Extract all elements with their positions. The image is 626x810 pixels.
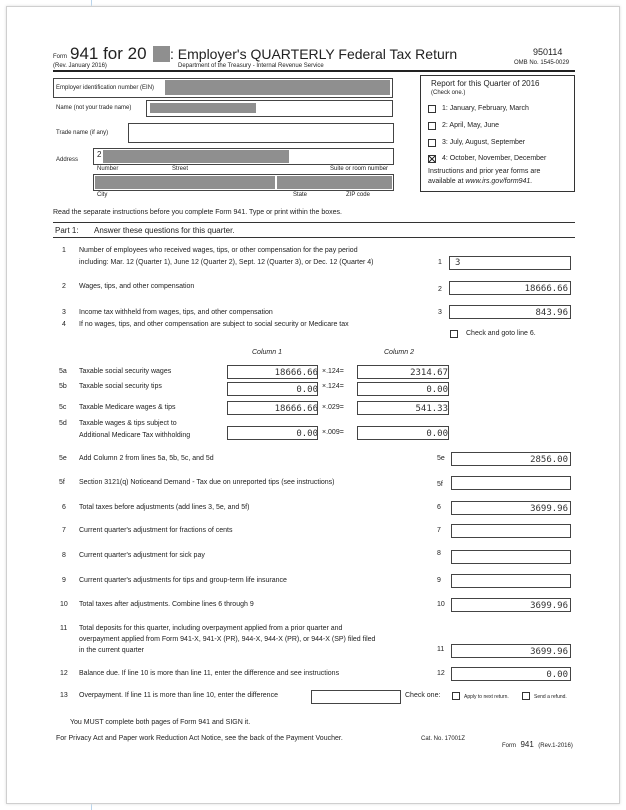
line7-ref: 7 bbox=[437, 527, 441, 534]
part1-label: Part 1: bbox=[55, 226, 79, 235]
line5d-col1-value: 0.00 bbox=[296, 429, 318, 439]
line5c-col2-value: 541.33 bbox=[415, 404, 448, 414]
line2-value: 18666.66 bbox=[524, 284, 568, 294]
line5d-col2-value: 0.00 bbox=[426, 429, 448, 439]
line1-text-a: Number of employees who received wages, tips, or other compensation for the pay period bbox=[79, 247, 358, 254]
line5f-text: Section 3121(q) Noticeand Demand - Tax due on unreported tips (see instructions) bbox=[79, 479, 335, 486]
department-label: Department of the Treasury - Internal Revenue Service bbox=[178, 63, 324, 69]
line5c-col1-value: 18666.66 bbox=[274, 404, 318, 414]
catalog-number: Cat. No. 17001Z bbox=[421, 736, 466, 742]
line5c-number: 5c bbox=[59, 404, 67, 411]
part1-bottom-rule bbox=[53, 237, 575, 238]
line5c-rate: ×.029= bbox=[322, 404, 344, 411]
footer-form-prefix: Form bbox=[502, 743, 516, 749]
address-number: 2 bbox=[97, 150, 102, 159]
line4-number: 4 bbox=[62, 321, 66, 328]
line10-number: 10 bbox=[60, 601, 68, 608]
street-label: Street bbox=[172, 166, 189, 172]
line5a-rate: ×.124= bbox=[322, 368, 344, 375]
line9-ref: 9 bbox=[437, 577, 441, 584]
column2-header: Column 2 bbox=[384, 349, 414, 356]
line5f-ref: 5f bbox=[437, 481, 443, 488]
privacy-notice: For Privacy Act and Paper work Reduction Act Notice, see the back of the Payment Voucher. bbox=[56, 735, 343, 742]
trade-name-label: Trade name (if any) bbox=[56, 130, 109, 136]
apply-next-return-label: Apply to next return. bbox=[464, 694, 509, 700]
footer-form-id bbox=[502, 734, 573, 752]
line5b-rate: ×.124= bbox=[322, 383, 344, 390]
line5e-text: Add Column 2 from lines 5a, 5b, 5c, and 5d bbox=[79, 455, 214, 462]
trade-name-field[interactable] bbox=[128, 123, 394, 143]
line5e-ref: 5e bbox=[437, 455, 445, 462]
quarter-2-checkbox[interactable] bbox=[428, 122, 436, 130]
line1-text-b: including: Mar. 12 (Quarter 1), June 12 (Quarter 2), Sept. 12 (Quarter 3), or Dec. 12 (Quarter 4) bbox=[79, 259, 374, 266]
line5a-col2-value: 2314.67 bbox=[410, 368, 448, 378]
line1-ref: 1 bbox=[438, 259, 442, 266]
line9-field[interactable] bbox=[451, 574, 571, 588]
line12-number: 12 bbox=[60, 670, 68, 677]
line11-text-b: overpayment applied from Form 941-X, 941-X (PR), 944-X, 944-X (PR), or 944-X (SP) filed filed bbox=[79, 636, 376, 643]
quarter-1-checkbox[interactable] bbox=[428, 105, 436, 113]
column1-header: Column 1 bbox=[252, 349, 282, 356]
line6-value: 3699.96 bbox=[530, 504, 568, 514]
line9-text: Current quarter's adjustments for tips and group-term life insurance bbox=[79, 577, 287, 584]
redacted-name bbox=[150, 103, 256, 113]
quarter-4-checkbox[interactable] bbox=[428, 155, 436, 163]
line4-checkbox[interactable] bbox=[450, 330, 458, 338]
omb-number: OMB No. 1545-0029 bbox=[514, 60, 570, 66]
line4-text: If no wages, tips, and other compensation are subject to social security or Medicare tax bbox=[79, 321, 349, 328]
name-label: Name (not your trade name) bbox=[56, 105, 132, 111]
quarter-box-title: Report for this Quarter of 2016 bbox=[431, 79, 540, 88]
line5e-number: 5e bbox=[59, 455, 67, 462]
line11-text-c: in the current quarter bbox=[79, 647, 144, 654]
quarter-2-label: 2: April, May, June bbox=[442, 122, 500, 129]
quarter-note-prefix: available at bbox=[428, 178, 466, 185]
line12-text: Balance due. If line 10 is more than line 11, enter the difference and see instructions bbox=[79, 670, 340, 677]
quarter-box-subtitle: (Check one.) bbox=[431, 90, 466, 96]
revision-date: (Rev. January 2016) bbox=[53, 63, 107, 69]
address-label: Address bbox=[56, 157, 79, 163]
line1-value: 3 bbox=[455, 258, 461, 268]
line5f-field[interactable] bbox=[451, 476, 571, 490]
ein-label: Employer identification number (EIN) bbox=[56, 85, 155, 91]
header-rule bbox=[53, 70, 575, 72]
line10-ref: 10 bbox=[437, 601, 445, 608]
apply-next-return-checkbox[interactable] bbox=[452, 692, 460, 700]
line5c-text: Taxable Medicare wages & tips bbox=[79, 404, 176, 411]
number-label: Number bbox=[97, 166, 119, 172]
line13-text: Overpayment. If line 11 is more than line 10, enter the difference bbox=[79, 692, 278, 699]
line5e-value: 2856.00 bbox=[530, 455, 568, 465]
line5d-text-b: Additional Medicare Tax withholding bbox=[79, 432, 191, 439]
line8-field[interactable] bbox=[451, 550, 571, 564]
sign-note: You MUST complete both pages of Form 941 and SIGN it. bbox=[70, 719, 251, 726]
line12-value: 0.00 bbox=[546, 670, 568, 680]
checkmark-x-icon bbox=[429, 156, 435, 162]
line9-number: 9 bbox=[62, 577, 66, 584]
city-label: City bbox=[97, 192, 108, 198]
line3-text: Income tax withheld from wages, tips, and other compensation bbox=[79, 309, 273, 316]
quarter-note-line1: Instructions and prior year forms are bbox=[428, 168, 541, 175]
line13-check-label: Check one: bbox=[405, 692, 441, 699]
line11-ref: 11 bbox=[437, 646, 445, 653]
line11-number: 11 bbox=[60, 625, 68, 632]
line5a-col1-value: 18666.66 bbox=[274, 368, 318, 378]
line6-text: Total taxes before adjustments (add lines 3, 5e, and 5f) bbox=[79, 504, 250, 511]
form-code: 950114 bbox=[533, 47, 563, 57]
zip-label: ZIP code bbox=[346, 192, 370, 198]
footer-form-number: 941 bbox=[520, 740, 534, 749]
redacted-ein bbox=[165, 80, 390, 95]
line5b-text: Taxable social security tips bbox=[79, 383, 162, 390]
quarter-note-line2 bbox=[428, 178, 532, 185]
redacted-city bbox=[95, 176, 275, 189]
line2-text: Wages, tips, and other compensation bbox=[79, 283, 195, 290]
line8-ref: 8 bbox=[437, 550, 441, 557]
line5a-text: Taxable social security wages bbox=[79, 368, 172, 375]
line13-field[interactable] bbox=[311, 690, 401, 704]
irs-forms-link[interactable]: www.irs.gov/form941. bbox=[465, 178, 533, 185]
quarter-3-label: 3: July, August, September bbox=[442, 139, 526, 146]
line4-check-label: Check and goto line 6. bbox=[466, 330, 536, 337]
line5d-number: 5d bbox=[59, 420, 67, 427]
send-refund-label: Send a refund. bbox=[534, 694, 567, 700]
line8-text: Current quarter's adjustment for sick pay bbox=[79, 552, 205, 559]
line7-text: Current quarter's adjustment for fractions of cents bbox=[79, 527, 233, 534]
send-refund-checkbox[interactable] bbox=[522, 692, 530, 700]
line7-number: 7 bbox=[62, 527, 66, 534]
line11-text-a: Total deposits for this quarter, including overpayment applied from a prior quarter and bbox=[79, 625, 343, 632]
line7-field[interactable] bbox=[451, 524, 571, 538]
footer-form-revision: (Rev.1-2016) bbox=[538, 743, 573, 749]
line6-ref: 6 bbox=[437, 504, 441, 511]
suite-label: Suite or room number bbox=[330, 166, 389, 172]
line5d-text-a: Taxable wages & tips subject to bbox=[79, 420, 177, 427]
state-label: State bbox=[293, 192, 308, 198]
form-label: Form bbox=[53, 54, 67, 60]
quarter-1-label: 1: January, February, March bbox=[442, 105, 529, 112]
line5f-number: 5f bbox=[59, 479, 65, 486]
line5b-col1-value: 0.00 bbox=[296, 385, 318, 395]
line1-number: 1 bbox=[62, 247, 66, 254]
line2-ref: 2 bbox=[438, 286, 442, 293]
instructions-text: Read the separate instructions before you complete Form 941. Type or print within the boxes. bbox=[53, 209, 342, 216]
line13-number: 13 bbox=[60, 692, 68, 699]
line5a-number: 5a bbox=[59, 368, 67, 375]
line3-number: 3 bbox=[62, 309, 66, 316]
redacted-year bbox=[153, 46, 170, 62]
return-title: : Employer's QUARTERLY Federal Tax Return bbox=[170, 46, 458, 62]
line10-text: Total taxes after adjustments. Combine lines 6 through 9 bbox=[79, 601, 254, 608]
line11-value: 3699.96 bbox=[530, 647, 568, 657]
line5d-rate: ×.009= bbox=[322, 429, 344, 436]
line8-number: 8 bbox=[62, 552, 66, 559]
line5b-number: 5b bbox=[59, 383, 67, 390]
line12-ref: 12 bbox=[437, 670, 445, 677]
redacted-street bbox=[103, 150, 289, 163]
quarter-4-label: 4: October, November, December bbox=[442, 155, 547, 162]
line5b-col2-value: 0.00 bbox=[426, 385, 448, 395]
part1-top-rule bbox=[53, 222, 575, 223]
form-title: 941 for 20 bbox=[70, 44, 147, 63]
line6-number: 6 bbox=[62, 504, 66, 511]
redacted-zip bbox=[277, 176, 392, 189]
line3-ref: 3 bbox=[438, 309, 442, 316]
line10-value: 3699.96 bbox=[530, 601, 568, 611]
line2-number: 2 bbox=[62, 283, 66, 290]
quarter-3-checkbox[interactable] bbox=[428, 139, 436, 147]
line3-value: 843.96 bbox=[535, 308, 568, 318]
line1-employees-field[interactable] bbox=[449, 256, 571, 270]
part1-title: Answer these questions for this quarter. bbox=[94, 226, 235, 235]
